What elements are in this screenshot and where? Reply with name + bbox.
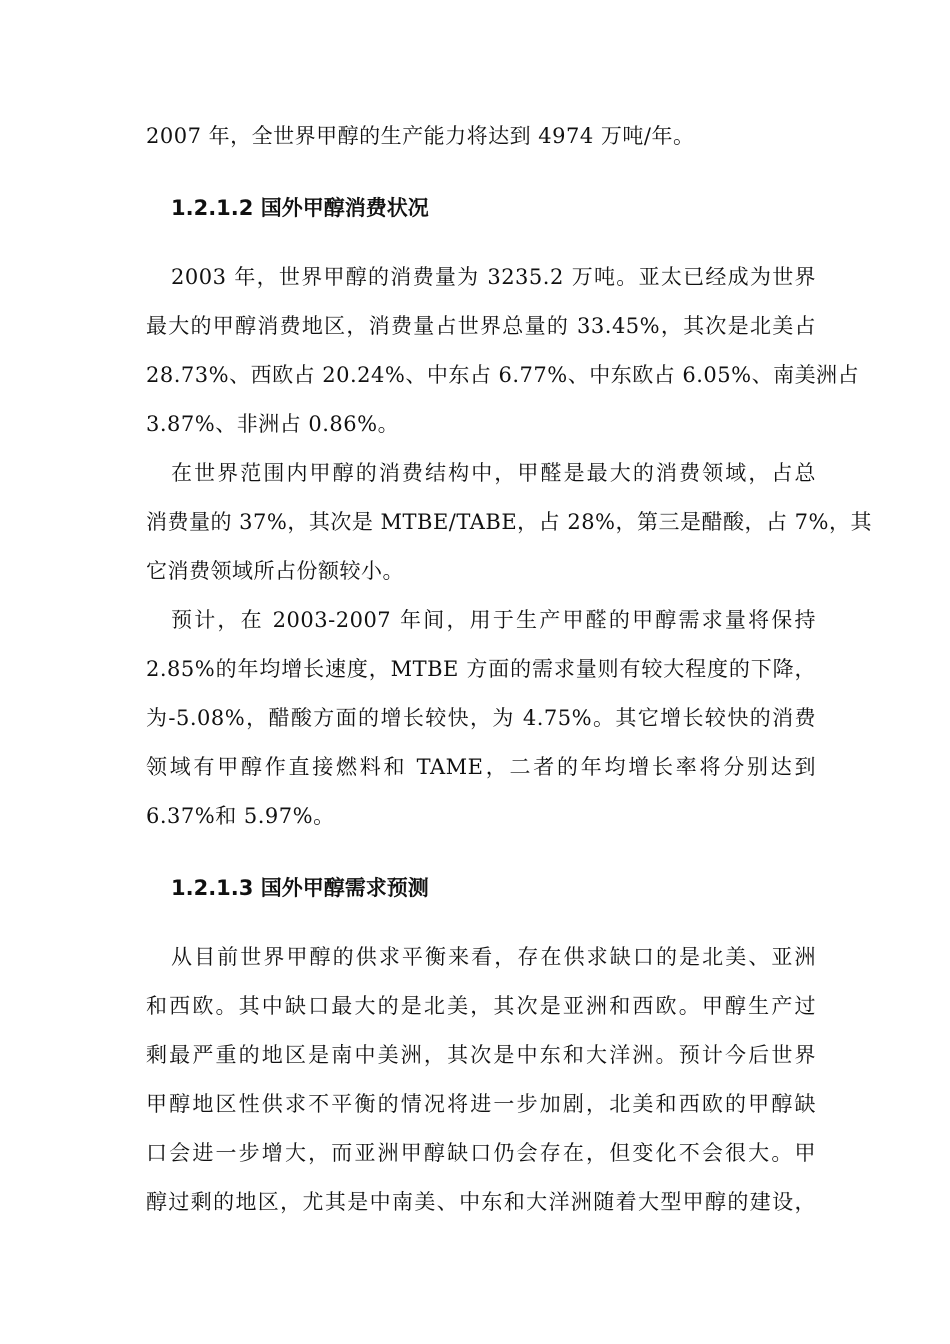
paragraph-line: 领域有甲醇作直接燃料和 TAME，二者的年均增长率将分别达到 bbox=[146, 755, 816, 779]
paragraph-line: 在世界范围内甲醇的消费结构中，甲醛是最大的消费领域，占总 bbox=[171, 461, 816, 485]
paragraph-line: 剩最严重的地区是南中美洲，其次是中东和大洋洲。预计今后世界 bbox=[146, 1043, 816, 1067]
section-heading-consumption: 1.2.1.2 国外甲醇消费状况 bbox=[171, 196, 429, 220]
paragraph-line: 最大的甲醇消费地区，消费量占世界总量的 33.45%，其次是北美占 bbox=[146, 314, 816, 338]
paragraph-line: 2003 年，世界甲醇的消费量为 3235.2 万吨。亚太已经成为世界 bbox=[171, 265, 816, 289]
paragraph-line: 3.87%、非洲占 0.86%。 bbox=[146, 412, 400, 436]
paragraph-line: 口会进一步增大，而亚洲甲醇缺口仍会存在，但变化不会很大。甲 bbox=[146, 1141, 816, 1165]
paragraph-line: 甲醇地区性供求不平衡的情况将进一步加剧，北美和西欧的甲醇缺 bbox=[146, 1092, 816, 1116]
paragraph-line: 醇过剩的地区，尤其是中南美、中东和大洋洲随着大型甲醇的建设， bbox=[146, 1190, 816, 1214]
paragraph-line: 6.37%和 5.97%。 bbox=[146, 804, 335, 828]
paragraph-line: 2.85%的年均增长速度，MTBE 方面的需求量则有较大程度的下降， bbox=[146, 657, 816, 681]
paragraph-line: 28.73%、西欧占 20.24%、中东占 6.77%、中东欧占 6.05%、南美洲占 bbox=[146, 363, 860, 387]
paragraph-line: 从目前世界甲醇的供求平衡来看，存在供求缺口的是北美、亚洲 bbox=[171, 945, 816, 969]
paragraph-line: 和西欧。其中缺口最大的是北美，其次是亚洲和西欧。甲醇生产过 bbox=[146, 994, 816, 1018]
paragraph-line: 消费量的 37%，其次是 MTBE/TABE，占 28%，第三是醋酸，占 7%，其 bbox=[146, 510, 872, 534]
paragraph-line: 为-5.08%，醋酸方面的增长较快，为 4.75%。其它增长较快的消费 bbox=[146, 706, 816, 730]
paragraph-line: 预计，在 2003-2007 年间，用于生产甲醛的甲醇需求量将保持 bbox=[171, 608, 816, 632]
paragraph-line: 它消费领域所占份额较小。 bbox=[146, 559, 404, 583]
intro-line: 2007 年，全世界甲醇的生产能力将达到 4974 万吨/年。 bbox=[146, 124, 695, 148]
section-heading-forecast: 1.2.1.3 国外甲醇需求预测 bbox=[171, 876, 429, 900]
